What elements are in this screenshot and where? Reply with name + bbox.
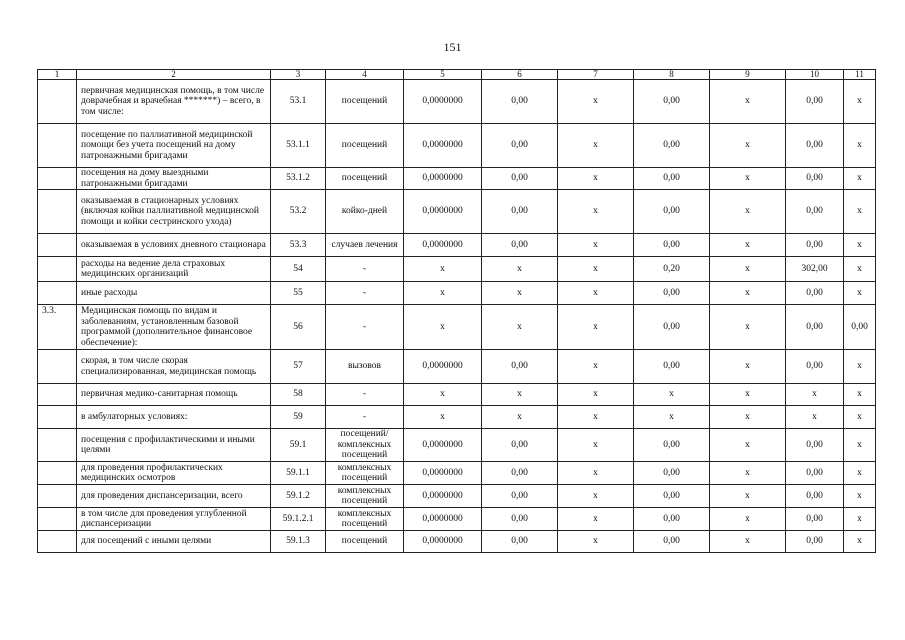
value-cell: х	[558, 406, 634, 429]
header-row	[38, 70, 876, 80]
value-cell: 0,00	[634, 305, 710, 350]
value-cell: х	[482, 305, 558, 350]
value-cell: 0,00	[482, 234, 558, 257]
column-header: 8	[634, 70, 710, 80]
value-cell: х	[844, 168, 876, 190]
section-number-cell	[38, 257, 77, 282]
value-cell: х	[404, 384, 482, 406]
unit-cell: -	[326, 384, 404, 406]
section-number-cell	[38, 384, 77, 406]
table-row	[38, 406, 876, 429]
column-header: 11	[844, 70, 876, 80]
value-cell: 0,00	[634, 80, 710, 124]
value-cell: х	[844, 124, 876, 168]
value-cell: х	[844, 257, 876, 282]
table-row	[38, 234, 876, 257]
value-cell: 0,0000000	[404, 531, 482, 553]
unit-cell: вызовов	[326, 350, 404, 384]
value-cell: х	[710, 384, 786, 406]
table-row	[38, 508, 876, 531]
value-cell: 0,00	[634, 531, 710, 553]
unit-cell: посещений	[326, 80, 404, 124]
value-cell: 0,00	[634, 168, 710, 190]
value-cell: х	[558, 350, 634, 384]
row-code-cell: 53.1.2	[271, 168, 326, 190]
description-cell: Медицинская помощь по видам и заболеваниям, установленным базовой программой (дополнительное финансовое обеспечение):	[77, 305, 271, 350]
table-row	[38, 124, 876, 168]
description-cell: для посещений с иными целями	[77, 531, 271, 553]
value-cell: 0,00	[634, 462, 710, 485]
column-header: 7	[558, 70, 634, 80]
row-code-cell: 55	[271, 282, 326, 305]
description-cell: оказываемая в условиях дневного стационара	[77, 234, 271, 257]
row-code-cell: 54	[271, 257, 326, 282]
value-cell: х	[634, 384, 710, 406]
description-cell: посещение по паллиативной медицинской помощи без учета посещений на дому патронажными бригадами	[77, 124, 271, 168]
value-cell: 0,00	[482, 350, 558, 384]
section-number-cell	[38, 406, 77, 429]
value-cell: 0,00	[634, 485, 710, 508]
value-cell: 0,00	[786, 485, 844, 508]
value-cell: 0,00	[482, 485, 558, 508]
value-cell: х	[710, 234, 786, 257]
value-cell: 0,00	[634, 429, 710, 462]
column-header: 2	[77, 70, 271, 80]
value-cell: 0,0000000	[404, 80, 482, 124]
row-code-cell: 53.1.1	[271, 124, 326, 168]
value-cell: х	[710, 462, 786, 485]
unit-cell: случаев лечения	[326, 234, 404, 257]
table-row	[38, 168, 876, 190]
value-cell: х	[482, 257, 558, 282]
section-number-cell	[38, 531, 77, 553]
value-cell: х	[482, 282, 558, 305]
value-cell: 0,00	[634, 350, 710, 384]
value-cell: 0,00	[786, 80, 844, 124]
value-cell: 0,0000000	[404, 124, 482, 168]
description-cell: оказываемая в стационарных условиях (включая койки паллиативной медицинской помощи и койки сестринского ухода)	[77, 190, 271, 234]
value-cell: 0,00	[786, 305, 844, 350]
financial-table	[37, 69, 876, 553]
value-cell: х	[786, 406, 844, 429]
value-cell: х	[844, 485, 876, 508]
value-cell: х	[844, 406, 876, 429]
section-number-cell	[38, 485, 77, 508]
unit-cell: посещений/ комплексных посещений	[326, 429, 404, 462]
value-cell: х	[558, 485, 634, 508]
column-header: 9	[710, 70, 786, 80]
value-cell: х	[558, 305, 634, 350]
value-cell: 0,00	[482, 508, 558, 531]
value-cell: 0,00	[482, 190, 558, 234]
column-header: 10	[786, 70, 844, 80]
description-cell: иные расходы	[77, 282, 271, 305]
unit-cell: посещений	[326, 531, 404, 553]
value-cell: 0,00	[786, 168, 844, 190]
value-cell: х	[710, 257, 786, 282]
value-cell: 0,0000000	[404, 350, 482, 384]
value-cell: 0,00	[482, 429, 558, 462]
description-cell: расходы на ведение дела страховых медицинских организаций	[77, 257, 271, 282]
column-header: 4	[326, 70, 404, 80]
value-cell: 0,00	[634, 234, 710, 257]
value-cell: 0,00	[786, 234, 844, 257]
column-header: 6	[482, 70, 558, 80]
unit-cell: -	[326, 406, 404, 429]
row-code-cell: 58	[271, 384, 326, 406]
unit-cell: комплексных посещений	[326, 462, 404, 485]
table-row	[38, 429, 876, 462]
value-cell: х	[844, 350, 876, 384]
value-cell: х	[558, 80, 634, 124]
value-cell: 0,00	[634, 190, 710, 234]
row-code-cell: 59.1.1	[271, 462, 326, 485]
value-cell: 0,00	[482, 80, 558, 124]
table-row	[38, 305, 876, 350]
section-number-cell	[38, 282, 77, 305]
unit-cell: комплексных посещений	[326, 508, 404, 531]
value-cell: х	[844, 234, 876, 257]
table-row	[38, 485, 876, 508]
value-cell: х	[710, 190, 786, 234]
value-cell: х	[558, 257, 634, 282]
value-cell: 302,00	[786, 257, 844, 282]
value-cell: 0,0000000	[404, 234, 482, 257]
table-row	[38, 462, 876, 485]
value-cell: х	[634, 406, 710, 429]
section-number-cell	[38, 429, 77, 462]
unit-cell: -	[326, 282, 404, 305]
unit-cell: посещений	[326, 168, 404, 190]
value-cell: х	[844, 190, 876, 234]
value-cell: х	[558, 462, 634, 485]
value-cell: х	[558, 508, 634, 531]
value-cell: 0,0000000	[404, 429, 482, 462]
value-cell: х	[558, 282, 634, 305]
table-body	[38, 70, 876, 553]
value-cell: 0,00	[786, 282, 844, 305]
value-cell: 0,00	[482, 462, 558, 485]
value-cell: х	[844, 80, 876, 124]
value-cell: х	[482, 406, 558, 429]
value-cell: х	[786, 384, 844, 406]
value-cell: х	[844, 508, 876, 531]
row-code-cell: 59.1.2	[271, 485, 326, 508]
value-cell: х	[558, 190, 634, 234]
value-cell: 0,00	[634, 282, 710, 305]
value-cell: х	[710, 282, 786, 305]
section-number-cell	[38, 80, 77, 124]
value-cell: х	[558, 429, 634, 462]
value-cell: 0,00	[786, 350, 844, 384]
value-cell: х	[558, 168, 634, 190]
section-number-cell	[38, 508, 77, 531]
section-number-cell	[38, 190, 77, 234]
description-cell: скорая, в том числе скорая специализированная, медицинская помощь	[77, 350, 271, 384]
description-cell: для проведения профилактических медицинских осмотров	[77, 462, 271, 485]
value-cell: х	[710, 429, 786, 462]
value-cell: 0,0000000	[404, 485, 482, 508]
value-cell: х	[844, 462, 876, 485]
table-row	[38, 384, 876, 406]
table-row	[38, 531, 876, 553]
value-cell: х	[558, 124, 634, 168]
value-cell: 0,00	[786, 190, 844, 234]
value-cell: 0,00	[786, 429, 844, 462]
value-cell: 0,00	[482, 124, 558, 168]
description-cell: первичная медико-санитарная помощь	[77, 384, 271, 406]
column-header: 3	[271, 70, 326, 80]
row-code-cell: 53.1	[271, 80, 326, 124]
value-cell: х	[710, 350, 786, 384]
value-cell: х	[404, 406, 482, 429]
value-cell: х	[710, 508, 786, 531]
value-cell: 0,00	[482, 531, 558, 553]
value-cell: х	[482, 384, 558, 406]
value-cell: х	[710, 168, 786, 190]
value-cell: 0,00	[844, 305, 876, 350]
row-code-cell: 59.1	[271, 429, 326, 462]
row-code-cell: 59.1.2.1	[271, 508, 326, 531]
table-row	[38, 80, 876, 124]
section-number-cell	[38, 462, 77, 485]
description-cell: посещения на дому выездными патронажными бригадами	[77, 168, 271, 190]
column-header: 1	[38, 70, 77, 80]
unit-cell: комплексных посещений	[326, 485, 404, 508]
value-cell: 0,00	[482, 168, 558, 190]
value-cell: х	[710, 406, 786, 429]
row-code-cell: 59	[271, 406, 326, 429]
value-cell: х	[710, 485, 786, 508]
value-cell: 0,0000000	[404, 190, 482, 234]
section-number-cell	[38, 234, 77, 257]
unit-cell: койко-дней	[326, 190, 404, 234]
section-number-cell: 3.3.	[38, 305, 77, 350]
row-code-cell: 56	[271, 305, 326, 350]
section-number-cell	[38, 350, 77, 384]
value-cell: х	[404, 257, 482, 282]
table-row	[38, 282, 876, 305]
row-code-cell: 57	[271, 350, 326, 384]
table-row	[38, 190, 876, 234]
value-cell: х	[710, 305, 786, 350]
unit-cell: -	[326, 257, 404, 282]
value-cell: х	[404, 282, 482, 305]
value-cell: х	[710, 124, 786, 168]
value-cell: х	[558, 234, 634, 257]
value-cell: 0,00	[786, 124, 844, 168]
value-cell: 0,0000000	[404, 508, 482, 531]
value-cell: х	[844, 282, 876, 305]
description-cell: в амбулаторных условиях:	[77, 406, 271, 429]
column-header: 5	[404, 70, 482, 80]
value-cell: х	[558, 531, 634, 553]
value-cell: 0,00	[786, 531, 844, 553]
value-cell: х	[844, 429, 876, 462]
unit-cell: посещений	[326, 124, 404, 168]
description-cell: для проведения диспансеризации, всего	[77, 485, 271, 508]
value-cell: х	[558, 384, 634, 406]
value-cell: х	[404, 305, 482, 350]
description-cell: первичная медицинская помощь, в том числе доврачебная и врачебная *******) – всего, в том числе:	[77, 80, 271, 124]
value-cell: х	[844, 384, 876, 406]
unit-cell: -	[326, 305, 404, 350]
row-code-cell: 53.3	[271, 234, 326, 257]
value-cell: х	[844, 531, 876, 553]
row-code-cell: 53.2	[271, 190, 326, 234]
value-cell: 0,00	[786, 462, 844, 485]
description-cell: посещения с профилактическими и иными целями	[77, 429, 271, 462]
section-number-cell	[38, 124, 77, 168]
table-row	[38, 257, 876, 282]
value-cell: 0,00	[634, 124, 710, 168]
value-cell: 0,20	[634, 257, 710, 282]
page-number: 151	[443, 40, 462, 54]
table-row	[38, 350, 876, 384]
value-cell: х	[710, 80, 786, 124]
section-number-cell	[38, 168, 77, 190]
value-cell: 0,0000000	[404, 462, 482, 485]
row-code-cell: 59.1.3	[271, 531, 326, 553]
value-cell: 0,00	[786, 508, 844, 531]
value-cell: 0,0000000	[404, 168, 482, 190]
value-cell: 0,00	[634, 508, 710, 531]
description-cell: в том числе для проведения углубленной диспансеризации	[77, 508, 271, 531]
value-cell: х	[710, 531, 786, 553]
